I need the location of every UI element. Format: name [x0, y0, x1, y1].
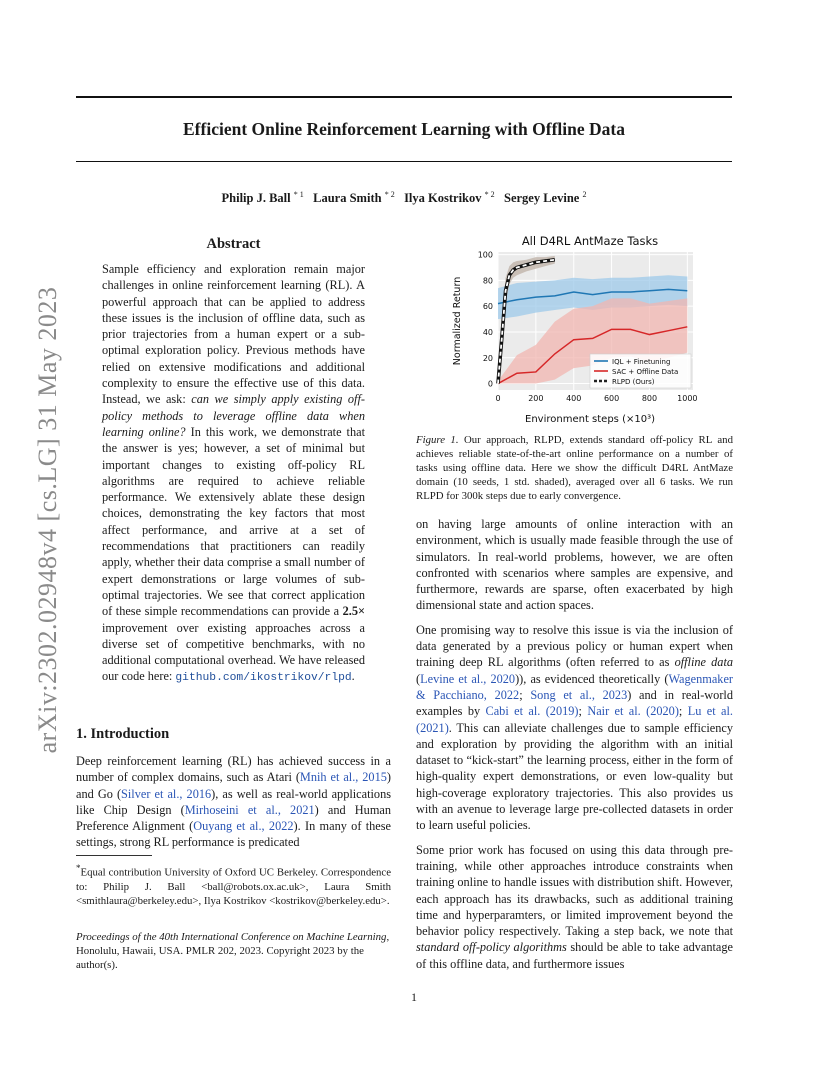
abstract-heading: Abstract: [206, 236, 261, 252]
citation-link[interactable]: Wagenmaker & Pacchiano, 2022: [416, 671, 733, 702]
intro-text: ) and Human Preference Alignment (: [76, 802, 391, 834]
citation-link[interactable]: Cabi et al. (2019): [485, 704, 579, 719]
abstract-text-3: improvement over existing approaches across a diverse set of competitive benchmarks, with no additional computational overhead. We have released our code here:: [102, 620, 365, 684]
paper-title: Efficient Online Reinforcement Learning with Offline Data: [183, 119, 625, 139]
intro-text: ), as well as real-world applications like Chip Design (: [76, 786, 392, 817]
paragraph-text: ;: [678, 704, 688, 719]
footnote-equal: Equal contribution: [80, 866, 165, 879]
arxiv-sidebar-stamp: arXiv:2302.02948v4 [cs.LG] 31 May 2023: [33, 286, 62, 754]
legend-label: RLPD (Ours): [612, 378, 655, 386]
right-column-text: [416, 516, 733, 980]
author-mark: 2: [582, 190, 587, 199]
intro-text: ) and Go (: [76, 770, 391, 801]
code-link[interactable]: github.com/ikostrikov/rlpd: [175, 672, 352, 685]
paragraph-text: ;: [519, 687, 531, 702]
abstract-text-2: In this work, we demonstrate that the answer is yes; however, a set of minimal but important changes to existing off-policy RL algorithms are required to achieve reliable performance. We extensively ablate these design choices, demonstrating the key factors that most affect performance, and arrive at a set of recommendations that practitioners can readily apply, whether their data comprise a small number of expert demonstrations or large volumes of sub-optimal trajectories. We see that correct application of these simple recommendations can provide a: [102, 424, 365, 619]
x-tick-label: 200: [528, 394, 544, 403]
paragraph-text: Some prior work has focused on using this data through pre-training, while other approaches introduce constraints when training online to handle issues with distribution shift. However, each approach has its drawbacks, such as additional training time and hyperparamters, or limited improvement beyond the behavior policy respectively. Taking a step back, we note that: [416, 842, 733, 939]
paragraph-text: One promising way to resolve this issue is via the inclusion of data generated by a previous policy or human expert when training deep RL algorithms (often referred to as: [416, 622, 733, 670]
intro-text: Deep reinforcement learning (RL) has achieved success in a number of complex domains, such as Atari (: [76, 754, 391, 785]
paragraph-text: should be able to take advantage of this offline data, and furthermore issues: [416, 940, 733, 971]
citation-link[interactable]: Lu et al. (2021): [416, 704, 733, 735]
abstract-end: .: [351, 669, 355, 684]
emphasis: standard off-policy algorithms: [416, 940, 567, 955]
page-number: 1: [411, 990, 417, 1004]
paragraph-text: ) and in real-world examples by: [416, 687, 733, 719]
abstract-question: can we simply apply existing off-policy methods to leverage offline data when learning online?: [102, 392, 365, 439]
abstract-body: [102, 261, 365, 687]
y-tick-label: 80: [482, 276, 493, 286]
y-tick-label: 40: [482, 327, 493, 337]
figure-1-chart: [438, 230, 708, 430]
y-tick-label: 60: [482, 302, 493, 312]
citation-link[interactable]: Mnih et al., 2015: [299, 770, 387, 785]
author-name: Ilya Kostrikov: [404, 191, 482, 206]
x-tick-label: 600: [603, 394, 620, 403]
abstract-factor: 2.5×: [342, 604, 365, 619]
legend-label: IQL + Finetuning: [612, 358, 671, 366]
top-rule-thick: [76, 96, 732, 98]
citation-link[interactable]: Ouyang et al., 2022: [193, 819, 294, 834]
chart-legend: [590, 354, 691, 388]
abstract-text: Sample efficiency and exploration remain major challenges in online reinforcement learning (RL). A powerful approach that can be applied to address these issues is the inclusion of offline data, such as prior trajectories from a human expert or a sub-optimal exploration policy. Previous methods have relied on extensive modifications and additional complexity to ensure the effective use of this data. Instead, we ask:: [102, 262, 365, 407]
y-axis-label: Normalized Return: [452, 276, 463, 366]
author-list: [76, 190, 732, 206]
y-tick-label: 20: [482, 353, 493, 363]
figure-caption-text: Our approach, RLPD, extends standard off-policy RL and achieves reliable state-of-the-art online performance on a number of tasks using offline data. Here we show the difficult D4RL AntMaze domain (10 seeds, 1 std. shaded), averaged over all 6 tasks. We run RLPD for 300k steps due to early convergence.: [416, 434, 733, 502]
emphasis: offline data: [674, 655, 734, 670]
footnote-affiliations: University of Oxford UC Berkeley. Correspondence to: Philip J. Ball <ball@robots.ox.ac.uk>, Laura Smith <smithlaura@berkeley.edu>, Ilya Kostrikov <kostrikov@berkeley.edu>.: [76, 866, 391, 907]
legend-label: SAC + Offline Data: [612, 368, 679, 376]
y-tick-label: 100: [477, 250, 493, 260]
x-tick-label: 800: [641, 394, 658, 403]
author-mark: * 1: [293, 190, 304, 199]
paragraph-text: )), as evidenced theoretically (: [515, 671, 669, 686]
y-tick-label: 0: [487, 379, 493, 389]
chart-svg: [438, 230, 708, 430]
citation-link[interactable]: Mirhoseini et al., 2021: [184, 802, 315, 817]
citation-link[interactable]: Silver et al., 2016: [121, 786, 212, 801]
paragraph: [416, 622, 733, 834]
paragraph-text: (: [416, 671, 421, 686]
author-name: Laura Smith: [313, 191, 382, 206]
citation-link[interactable]: Levine et al., 2020: [420, 671, 516, 686]
paragraph: on having large amounts of online interaction with an environment, which is usually made feasible through the use of simulators. In real-world problems, however, we are often confronted with scenarios where samples are expensive, and furthermore, rewards are sparse, often exacerbated by high dimensional state and action spaces.: [416, 517, 733, 613]
paragraph-text: . This can alleviate challenges due to sample efficiency and exploration by providing the algorithm with an initial dataset to “kick-start” the learning process, either in the form of high-quality expert demonstrations, or even low-quality but high-coverage exploratory trajectories. This also provides us with an avenue to leverage large pre-collected datasets in order to learn useful policies.: [416, 720, 733, 833]
citation-link[interactable]: Nair et al. (2020): [587, 704, 679, 719]
paragraph: [416, 842, 733, 972]
intro-paragraph: [76, 753, 391, 851]
x-tick-label: 1000: [677, 394, 698, 403]
footnote: *Equal contribution University of Oxford UC Berkeley. Correspondence to: Philip J. Ball <ball@robots.ox.ac.uk>, Laura Smith <smithlaura@berkeley.edu>, Ilya Kostrikov <kostrikov@berkeley.edu>.: [76, 863, 391, 907]
figure-caption: [416, 433, 733, 503]
author-mark: * 2: [384, 190, 395, 199]
x-tick-label: 400: [566, 394, 582, 403]
x-tick-label: 0: [495, 394, 501, 403]
section-heading-introduction: 1. Introduction: [76, 726, 170, 742]
proceedings-venue: Proceedings of the 40th International Conference on Machine Learning: [76, 931, 387, 943]
figure-label: Figure 1.: [416, 434, 459, 446]
proceedings-rest: , Honolulu, Hawaii, USA. PMLR 202, 2023. Copyright 2023 by the author(s).: [76, 931, 390, 971]
proceedings-note: [76, 930, 391, 972]
footnote-rule: [76, 855, 152, 856]
author-mark: * 2: [484, 190, 495, 199]
author-name: Sergey Levine: [504, 191, 580, 206]
author-name: Philip J. Ball: [221, 191, 291, 206]
intro-text: ). In many of these settings, strong RL performance is predicated: [76, 819, 391, 850]
title-bottom-rule: [76, 161, 732, 162]
paragraph-text: ;: [578, 704, 588, 719]
chart-title: All D4RL AntMaze Tasks: [521, 234, 659, 248]
x-axis-label: Environment steps (×10³): [525, 414, 655, 425]
citation-link[interactable]: Song et al., 2023: [530, 687, 628, 702]
